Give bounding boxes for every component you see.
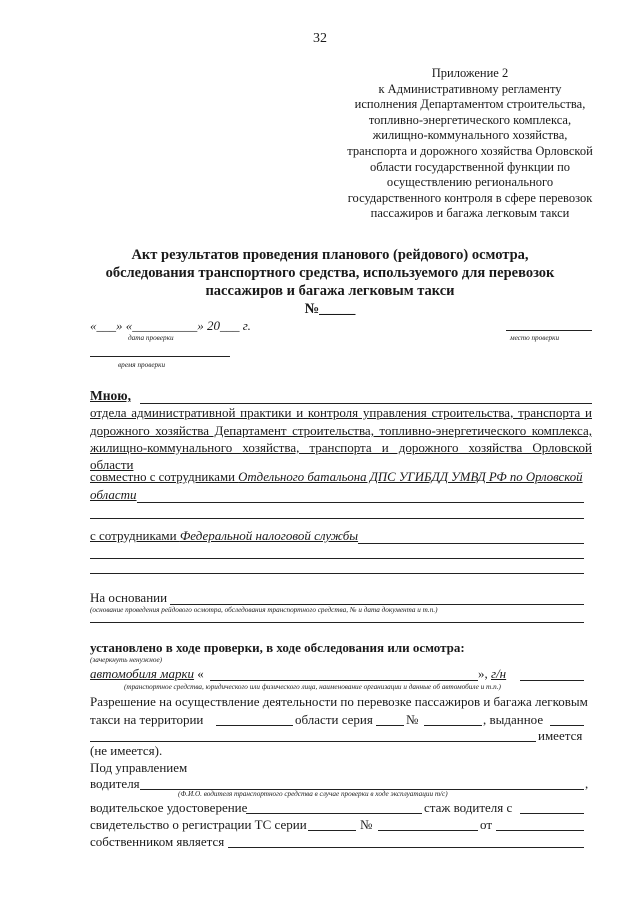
department-line-4: области bbox=[90, 457, 134, 472]
appendix-line: к Административному регламенту bbox=[378, 81, 562, 96]
driver-caption: (Ф.И.О. водителя транспортного средства в случае проверки в ходе эксплуатации т/с) bbox=[178, 790, 448, 798]
tax-service: Федеральной налоговой службы bbox=[179, 528, 359, 543]
document-title bbox=[95, 246, 565, 318]
jointly-unit: Отдельного батальона ДПС УГИБДД УМВД РФ по Орловской bbox=[238, 470, 583, 484]
date-caption: дата проверки bbox=[128, 334, 174, 342]
registration-no-label: № bbox=[360, 817, 373, 832]
place-caption: место проверки bbox=[510, 334, 560, 342]
owner-label: собственником является bbox=[90, 834, 225, 849]
vehicle-close-row bbox=[478, 666, 506, 682]
appendix-line: осуществлению регионального bbox=[386, 175, 554, 190]
strike-note: (зачеркнуть ненужное) bbox=[90, 656, 163, 664]
permit-line-1: Разрешение на осуществление деятельности по перевозке пассажиров и багажа легковым bbox=[90, 694, 588, 709]
permit-label-a: такси на территории bbox=[90, 712, 204, 727]
registration-from-label: от bbox=[480, 817, 493, 832]
title-line: обследования транспортного средства, используемого для перевозок bbox=[105, 265, 555, 281]
permit-label-b: области серия bbox=[295, 712, 373, 727]
permit-has: имеется bbox=[538, 728, 583, 743]
appendix-line: исполнения Департаментом строительства, bbox=[354, 97, 586, 112]
time-line bbox=[90, 356, 230, 357]
appendix-line: области государственной функции по bbox=[369, 159, 571, 174]
vehicle-row bbox=[90, 666, 204, 682]
basis-line bbox=[170, 604, 584, 605]
driver-comma: , bbox=[585, 776, 589, 791]
jointly-line bbox=[90, 470, 583, 485]
blank-line bbox=[90, 518, 584, 519]
vehicle-caption: (транспортное средства, юридического или физического лица, наименование организации и данные об автомобиле и т.п.) bbox=[124, 683, 501, 691]
permit-issued-line bbox=[550, 725, 584, 726]
appendix-line: топливно-энергетического комплекса, bbox=[368, 112, 572, 127]
experience-label: стаж водителя с bbox=[424, 800, 513, 815]
appendix-line: пассажиров и багажа легковым такси bbox=[370, 206, 570, 221]
permit-has-not: (не имеется). bbox=[90, 743, 163, 758]
vehicle-open: « bbox=[194, 666, 204, 681]
title-line: пассажиров и багажа легковым такси bbox=[205, 283, 455, 299]
experience-line bbox=[520, 813, 584, 814]
driver-label: водителя bbox=[90, 776, 140, 791]
department-line-2: дорожного хозяйства Департамент строительства, топливно-энергетического комплекса, bbox=[90, 423, 592, 438]
mnoyu-label: Мною, bbox=[90, 388, 131, 403]
place-line bbox=[506, 330, 592, 331]
blank-line bbox=[90, 558, 584, 559]
jointly-prefix: совместно с сотрудниками bbox=[90, 470, 239, 484]
tax-prefix: с сотрудниками bbox=[90, 528, 180, 543]
license-label: водительское удостоверение bbox=[90, 800, 248, 815]
vehicle-close: », bbox=[478, 666, 491, 681]
department-line-3: жилищно-коммунального хозяйства, транспорта и дорожного хозяйства Орловской bbox=[90, 440, 592, 455]
permit-label-d: , выданное bbox=[483, 712, 544, 727]
blank-line bbox=[90, 622, 584, 623]
under-control-label: Под управлением bbox=[90, 760, 188, 775]
appendix-line: транспорта и дорожного хозяйства Орловской bbox=[347, 143, 593, 158]
registration-number-line bbox=[378, 830, 478, 831]
page-number: 32 bbox=[313, 31, 327, 46]
registration-label: свидетельство о регистрации ТС серии bbox=[90, 817, 307, 832]
date-field: «___» «__________» 20___ г. bbox=[90, 318, 251, 333]
appendix-line: жилищно-коммунального хозяйства, bbox=[372, 128, 568, 143]
basis-label: На основании bbox=[90, 590, 168, 605]
registration-date-line bbox=[496, 830, 584, 831]
permit-series-line bbox=[376, 725, 404, 726]
vehicle-prefix: автомобиля марки bbox=[90, 666, 195, 681]
vehicle-line bbox=[210, 680, 478, 681]
registration-series-line bbox=[308, 830, 356, 831]
basis-caption: (основание проведения рейдового осмотра, обследования транспортного средства, № и дата документа и т.п.) bbox=[90, 606, 438, 614]
established-heading: установлено в ходе проверки, в ходе обследования или осмотра: bbox=[90, 640, 465, 655]
license-line bbox=[246, 813, 422, 814]
permit-label-c: № bbox=[406, 712, 419, 727]
jointly-unit-cont: области bbox=[90, 487, 137, 502]
appendix-block bbox=[320, 66, 620, 222]
appendix-line: государственного контроля в сфере перевозок bbox=[347, 190, 593, 205]
tax-line bbox=[90, 528, 358, 544]
act-number: №_____ bbox=[304, 301, 356, 317]
jointly-line-fill bbox=[137, 502, 584, 503]
blank-line bbox=[90, 573, 584, 574]
mnoyu-line bbox=[140, 403, 592, 404]
time-caption: время проверки bbox=[118, 361, 166, 369]
permit-number-line bbox=[424, 725, 482, 726]
permit-issued-line-2 bbox=[90, 741, 536, 742]
plate-label: г/н bbox=[491, 666, 507, 681]
owner-line bbox=[228, 847, 584, 848]
appendix-line: Приложение 2 bbox=[431, 66, 509, 80]
plate-line bbox=[520, 680, 584, 681]
tax-line-fill bbox=[358, 543, 584, 544]
title-line: Акт результатов проведения планового (рейдового) осмотра, bbox=[131, 247, 529, 263]
permit-region-line bbox=[216, 725, 293, 726]
department-line-1: отдела административной практики и контроля управления строительства, транспорта и bbox=[90, 405, 592, 420]
